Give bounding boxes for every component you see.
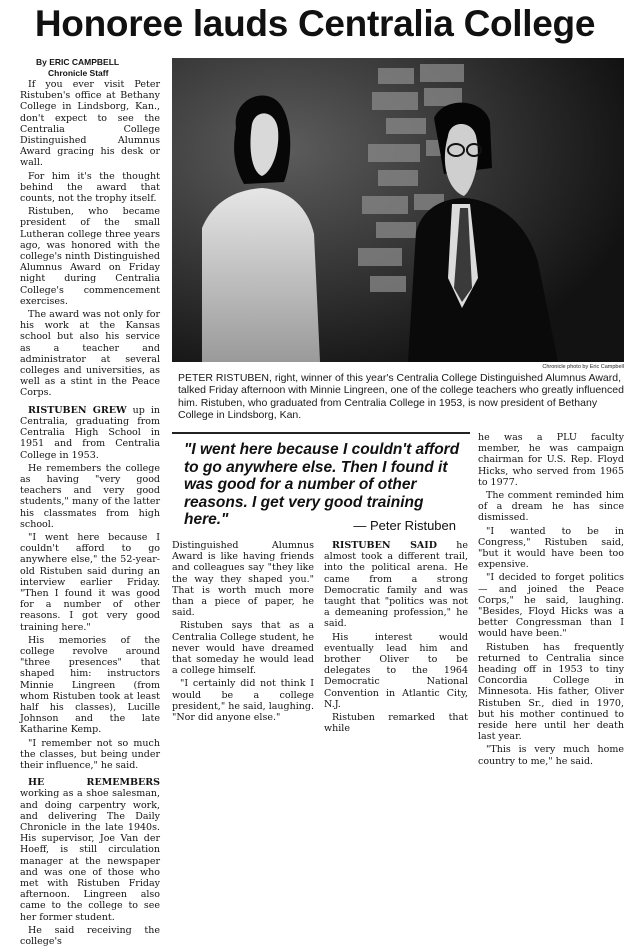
- paragraph: "I went here because I couldn't afford to go anywhere else," the 52-year-old Ristuben said during an interview earlier Friday. "Then I found it was good for a number of other reasons. I got very good training here.": [20, 531, 160, 633]
- paragraph: [20, 405, 160, 461]
- pull-quote-box: [172, 432, 470, 534]
- paragraph: He remembers the college as having "very good teachers and very good students," many of the latter his classmates from high school.: [20, 462, 160, 530]
- section-lead: RISTUBEN GREW: [28, 404, 127, 416]
- paragraph: [324, 540, 468, 630]
- paragraph: Ristuben, who became president of the small Lutheran college three years ago, was honored with the college's ninth Distinguished Alumnus Award on Friday night during Centralia College's commencement exercises.: [20, 206, 160, 307]
- paragraph: "I certainly did not think I would be a college president," he said, laughing. "Nor did anyone else.": [172, 678, 314, 724]
- photo-credit: Chronicle photo by Eric Campbell: [542, 364, 624, 370]
- paragraph: Ristuben remarked that while: [324, 712, 468, 735]
- paragraph: Ristuben says that as a Centralia College student, he never would have dreamed that someday he would lead a college himself.: [172, 620, 314, 677]
- headline: Honoree lauds Centralia College: [34, 3, 596, 44]
- paragraph: Distinguished Alumnus Award is like having friends and colleagues say "they like the way they shaped you." That is worth much more than a piece of paper, he said.: [172, 540, 314, 619]
- article-column-2: [172, 540, 314, 725]
- paragraph: [20, 777, 160, 923]
- news-photo: [172, 58, 624, 362]
- section-lead: HE REMEMBERS: [28, 777, 160, 789]
- paragraph: His memories of the college revolve around "three presences" that shaped him: instructors Minnie Lingreen (from whom Ristuben took at least half his classes), Lucille Johnson and the late Katharine Kemp.: [20, 634, 160, 736]
- paragraph: Ristuben has frequently returned to Centralia since heading off in 1953 to tiny Concordia College in Minnesota. His father, Oliver Ristuben Sr., died in 1970, but his mother continued to reside here until her death last year.: [478, 641, 624, 743]
- pull-quote-attribution: — Peter Ristuben: [353, 518, 456, 533]
- pull-quote: "I went here because I couldn't afford to go anywhere else. Then I found it was good for a number of other reasons. I get very good training here.": [184, 441, 460, 528]
- article-column-4: [478, 432, 624, 769]
- paragraph: The award was not only for his work at the Kansas school but also his service as a teacher and administrator at several colleges and universities, as well as a stint in the Peace Corps.: [20, 309, 160, 399]
- paragraph: "This is very much home country to me," he said.: [478, 744, 624, 767]
- paragraph: he was a PLU faculty member, he was campaign chairman for U.S. Rep. Floyd Hicks, who served from 1965 to 1977.: [478, 432, 624, 488]
- photo-caption: PETER RISTUBEN, right, winner of this year's Centralia College Distinguished Alumnus Award, talked Friday afternoon with Minnie Lingreen, one of the college teachers who greatly influenced him. Ristuben, who graduated from Centralia College in 1953, is now president of Bethany College in Lindsborg, Kan.: [178, 372, 624, 421]
- paragraph: For him it's the thought behind the award that counts, not the trophy itself.: [20, 170, 160, 205]
- photo-image: [172, 58, 624, 362]
- section-text: working as a shoe salesman, and doing carpentry work, and delivering The Daily Chronicle in the late 1940s. His supervisor, Joe Van der Hoeff, is still circulation manager at the newspaper and was one of those who met with Ristuben Friday afternoon. Lingreen also came to the college to see her former student.: [20, 788, 160, 923]
- section-lead: RISTUBEN SAID: [332, 540, 437, 551]
- paragraph: "I wanted to be in Congress," Ristuben said, "but it would have been too expensive.: [478, 525, 624, 571]
- paragraph: His interest would eventually lead him and brother Oliver to be delegates to the 1964 Democratic National Convention in Atlantic City, N.J.: [324, 631, 468, 710]
- article-column-3: [324, 540, 468, 736]
- paragraph: If you ever visit Peter Ristuben's office at Bethany College in Lindsborg, Kan., don't expect to see the Centralia College Distinguished Alumnus Award gracing his desk or wall.: [20, 79, 160, 169]
- paragraph: The comment reminded him of a dream he has since dismissed.: [478, 490, 624, 524]
- paragraph: "I decided to forget politics — and joined the Peace Corps," he said, laughing. "Besides, Floyd Hicks was a better Congressman than I would have been.": [478, 572, 624, 640]
- paragraph: "I remember not so much the classes, but being under their influence," he said.: [20, 737, 160, 771]
- section-text: he almost took a different trail, into the political arena. He came from a strong Democratic family and was taught that "politics was not a demeaning profession," he said.: [324, 540, 468, 630]
- byline-staff: Chronicle Staff: [48, 67, 109, 78]
- article-column-1: [20, 58, 160, 949]
- paragraph: He said receiving the college's: [20, 924, 160, 948]
- section-text: up in Centralia, graduating from Centralia High School in 1951 and from Centralia College in 1953.: [20, 404, 160, 461]
- byline-author: By ERIC CAMPBELL: [36, 57, 120, 67]
